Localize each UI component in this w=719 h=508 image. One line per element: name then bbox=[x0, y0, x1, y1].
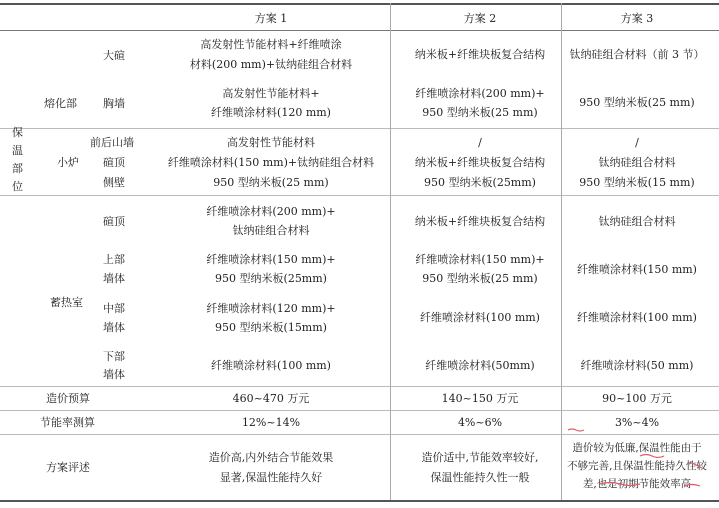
cell-text: 钛纳硅组合材料（前 3 节） bbox=[569, 48, 705, 61]
cell-text: 造价较为低廉,保温性能由于 bbox=[572, 442, 702, 454]
table-top-rule bbox=[0, 3, 719, 5]
cell-text: 造价高,内外结合节能效果 bbox=[208, 451, 334, 464]
cell-text: 950 型纳米板(25mm) bbox=[424, 176, 536, 189]
cell-text: 950 型纳米板(25mm) bbox=[215, 272, 327, 285]
cell-text: 纳米板+纤维块板复合结构 bbox=[414, 156, 546, 169]
cell-text: 不够完善,且保温性能持久性较 bbox=[567, 460, 707, 472]
rule-after-melting bbox=[0, 128, 719, 129]
cell-text: 140~150 万元 bbox=[441, 392, 519, 405]
row-label-review: 方案评述 bbox=[46, 461, 90, 474]
row-label-breast: 胸墙 bbox=[103, 97, 125, 110]
header-bottom-rule bbox=[0, 30, 719, 31]
insulation-label-char: 部 bbox=[12, 162, 23, 175]
rule-after-budget bbox=[0, 410, 719, 411]
cell-text: 造价适中,节能效率较好, bbox=[421, 451, 539, 464]
section-small-furnace: 小炉 bbox=[57, 156, 79, 169]
row-label: 侧壁 bbox=[103, 176, 125, 189]
header-plan-2: 方案 2 bbox=[463, 12, 497, 25]
cell-text: 纤维喷涂材料(120 mm)+ bbox=[206, 302, 336, 315]
cell-text: 高发射性节能材料+纤维喷涂 bbox=[200, 38, 342, 51]
cell-text: 950 型纳米板(25 mm) bbox=[213, 176, 329, 189]
cell-text: 4%~6% bbox=[457, 416, 503, 429]
cell-text: 高发射性节能材料 bbox=[227, 136, 315, 149]
cell-text: 950 型纳米板(15mm) bbox=[215, 321, 327, 334]
row-label-middle: 中部 bbox=[103, 302, 125, 315]
row-label-crown: 大碹 bbox=[103, 49, 125, 62]
row-label-upper: 墙体 bbox=[103, 272, 125, 285]
cell-text: 950 型纳米板(25 mm) bbox=[422, 272, 538, 285]
cell-text: 保温性能持久性一般 bbox=[430, 471, 530, 484]
rule-after-insulation bbox=[0, 386, 719, 387]
cell-text: 纤维喷涂材料(150 mm)+ bbox=[415, 253, 545, 266]
cell-text: 显著,保温性能持久好 bbox=[219, 471, 323, 484]
cell-text: 纤维喷涂材料(100 mm) bbox=[420, 311, 540, 324]
table-bottom-rule bbox=[0, 500, 719, 502]
row-label: 前后山墙 bbox=[90, 136, 134, 149]
cell-text: 90~100 万元 bbox=[602, 392, 672, 405]
cell-text: 纤维喷涂材料(200 mm)+ bbox=[415, 87, 545, 100]
cell-text: 钛纳硅组合材料 bbox=[598, 215, 676, 228]
cell-text: 460~470 万元 bbox=[232, 392, 310, 405]
cell-text: 纳米板+纤维块板复合结构 bbox=[414, 48, 546, 61]
cell-text: 3%~4% bbox=[614, 416, 660, 429]
cell-text: 钛纳硅组合材料 bbox=[232, 224, 310, 237]
row-label-saving: 节能率测算 bbox=[40, 416, 95, 429]
row-label-lower: 墙体 bbox=[103, 368, 125, 381]
cell-text: 纤维喷涂材料(50mm) bbox=[425, 359, 535, 372]
row-label-lower: 下部 bbox=[103, 350, 125, 363]
cell-text: 纤维喷涂材料(120 mm) bbox=[211, 106, 331, 119]
cell-text: 纤维喷涂材料(50 mm) bbox=[580, 359, 694, 372]
cell-text: 950 型纳米板(25 mm) bbox=[422, 106, 538, 119]
cell-text: 纤维喷涂材料(200 mm)+ bbox=[206, 205, 336, 218]
row-label-middle: 墙体 bbox=[103, 321, 125, 334]
column-divider-1 bbox=[390, 3, 391, 500]
cell-text: 纤维喷涂材料(100 mm) bbox=[577, 311, 697, 324]
insulation-label-char: 位 bbox=[12, 180, 23, 193]
cell-text: 950 型纳米板(25 mm) bbox=[579, 96, 695, 109]
rule-after-small-furnace bbox=[0, 195, 719, 196]
row-label-upper: 上部 bbox=[103, 253, 125, 266]
insulation-label-char: 温 bbox=[12, 144, 23, 157]
header-plan-3: 方案 3 bbox=[620, 12, 654, 25]
cell-text: 纳米板+纤维块板复合结构 bbox=[414, 215, 546, 228]
row-label-budget: 造价预算 bbox=[46, 392, 90, 405]
cell-text: 钛纳硅组合材料 bbox=[598, 156, 676, 169]
cell-text: 差,也是初期节能效率高 bbox=[582, 478, 692, 490]
cell-text: 纤维喷涂材料(150 mm)+ bbox=[206, 253, 336, 266]
cell-text: 12%~14% bbox=[241, 416, 301, 429]
row-label-regen-crown: 碹顶 bbox=[103, 215, 125, 228]
rule-after-saving bbox=[0, 434, 719, 435]
cell-text: 纤维喷涂材料(100 mm) bbox=[211, 359, 331, 372]
header-plan-1: 方案 1 bbox=[254, 12, 288, 25]
cell-text: / bbox=[478, 136, 482, 149]
cell-text: 材料(200 mm)+钛纳硅组合材料 bbox=[189, 58, 353, 71]
cell-text: 高发射性节能材料+ bbox=[222, 87, 320, 100]
section-regenerator: 蓄热室 bbox=[50, 296, 83, 309]
section-melting: 熔化部 bbox=[44, 97, 77, 110]
insulation-label-char: 保 bbox=[12, 126, 23, 139]
row-label: 碹顶 bbox=[103, 156, 125, 169]
cell-text: / bbox=[635, 136, 639, 149]
cell-text: 纤维喷涂材料(150 mm) bbox=[577, 263, 697, 276]
cell-text: 纤维喷涂材料(150 mm)+钛纳硅组合材料 bbox=[167, 156, 375, 169]
cell-text: 950 型纳米板(15 mm) bbox=[579, 176, 695, 189]
